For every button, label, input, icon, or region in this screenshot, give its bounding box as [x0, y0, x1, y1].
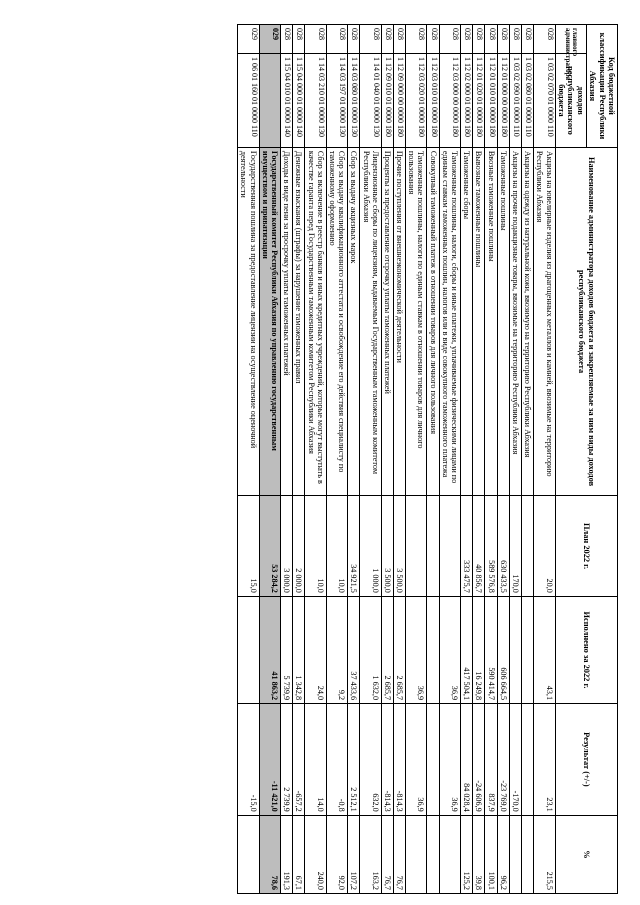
plan-value: 3 000,0 [281, 496, 293, 597]
result-value: -657,2 [293, 704, 305, 816]
executed-value: 5 739,9 [281, 596, 293, 703]
result-value: 837,9 [485, 704, 497, 816]
executed-value: 24,0 [305, 596, 326, 703]
income-code: 1 03 02 090 01 0000 110 [509, 54, 521, 148]
income-code: 1 15 04 000 01 0000 140 [293, 54, 305, 148]
plan-value [427, 496, 439, 597]
income-code: 1 14 03 197 01 0000 130 [326, 54, 347, 148]
income-code: 1 03 02 080 01 0000 110 [522, 54, 534, 148]
income-code: 1 12 03 020 01 0000 180 [406, 54, 427, 148]
table-row [522, 25, 534, 894]
income-name: Таможенные пошлины [497, 147, 509, 495]
executed-value: 37 433,6 [348, 596, 360, 703]
result-value: 36,9 [406, 704, 427, 816]
plan-value: 15,0 [238, 496, 259, 597]
executed-value: 606 664,5 [497, 596, 509, 703]
plan-value: 333 475,7 [461, 496, 473, 597]
plan-value: 3 500,0 [381, 496, 393, 597]
income-name: Денежные взыскания (штрафы) за нарушение таможенных правил [293, 147, 305, 495]
result-value: 632,0 [360, 704, 381, 816]
admin-code: 028 [497, 25, 509, 54]
table-row [485, 25, 497, 894]
table-row [406, 25, 427, 894]
percent-value [439, 815, 460, 893]
percent-value: 107,2 [348, 815, 360, 893]
percent-value: 78,6 [259, 815, 280, 893]
percent-value [522, 815, 534, 893]
percent-value [509, 815, 521, 893]
executed-value: 41 863,2 [259, 596, 280, 703]
result-value: 84 028,4 [461, 704, 473, 816]
result-value: 2 739,9 [281, 704, 293, 816]
header-name: Наименование администратора доходов бюджета и закрепляемые за ним виды доходов республиканского бюджета [555, 147, 617, 495]
admin-code: 028 [509, 25, 521, 54]
plan-value: 170,0 [509, 496, 521, 597]
result-value: -11 421,0 [259, 704, 280, 816]
admin-code: 028 [393, 25, 405, 54]
header-result: Результат (+/-) [555, 704, 617, 816]
executed-value: 1 632,0 [360, 596, 381, 703]
percent-value: 100,1 [485, 815, 497, 893]
admin-code: 028 [326, 25, 347, 54]
admin-code: 028 [281, 25, 293, 54]
result-value: 14,0 [305, 704, 326, 816]
executed-value: 590 414,7 [485, 596, 497, 703]
admin-code: 028 [305, 25, 326, 54]
plan-value: 34 921,5 [348, 496, 360, 597]
income-name: Государственный комитет Республики Абхазия по управлению государственным имуществом и приватизации [259, 147, 280, 495]
income-name: Совокупный таможенный платеж в отношении товаров для личного пользования [427, 147, 439, 495]
executed-value [427, 596, 439, 703]
executed-value [238, 596, 259, 703]
percent-value: 76,7 [381, 815, 393, 893]
header-percent: % [555, 815, 617, 893]
admin-code: 028 [522, 25, 534, 54]
income-name: Акцизы на ювелирные изделия из драгоценных металлов и камней, ввозимые на территорию Республики Абхазия [534, 147, 555, 495]
income-name: Сбор за выдачу акцизных марок [348, 147, 360, 495]
plan-value: 630 433,5 [497, 496, 509, 597]
percent-value: 92,0 [326, 815, 347, 893]
plan-value [406, 496, 427, 597]
admin-code: 028 [439, 25, 460, 54]
percent-value [427, 815, 439, 893]
executed-value: 43,1 [534, 596, 555, 703]
income-code: 1 12 09 010 01 0000 180 [381, 54, 393, 148]
percent-value: 125,2 [461, 815, 473, 893]
income-name: Таможенные пошлины, налоги по единым ставкам в отношении товаров для личного пользования [406, 147, 427, 495]
result-value: 2 512,1 [348, 704, 360, 816]
admin-code: 028 [473, 25, 485, 54]
income-name: Вывозные таможенные пошлины [473, 147, 485, 495]
income-code: 1 15 04 010 01 0000 140 [281, 54, 293, 148]
admin-code: 028 [427, 25, 439, 54]
percent-value: 39,8 [473, 815, 485, 893]
admin-code: 029 [238, 25, 259, 54]
admin-code: 028 [461, 25, 473, 54]
executed-value: 36,9 [406, 596, 427, 703]
income-name: Таможенные сборы [461, 147, 473, 495]
header-income: доходов республиканского бюджета [555, 54, 586, 148]
table-row [427, 25, 439, 894]
executed-value: 417 504,1 [461, 596, 473, 703]
income-name: Лицензионные сборы по лицензиям, выдаваемым Государственным таможенным комитетом Республики Абхазия [360, 147, 381, 495]
table-body [238, 25, 555, 894]
header-plan: План 2022 г. [555, 496, 617, 597]
table-row [381, 25, 393, 894]
executed-value: 2 685,7 [381, 596, 393, 703]
income-name: Сбор за включение в реестр банков и иных кредитных учреждений, которые могут выступать в качестве гаранта перед Государственным таможенным комитетом Республики Абхазия [305, 147, 326, 495]
result-value: 36,9 [439, 704, 460, 816]
result-value: -0,8 [326, 704, 347, 816]
table-row [360, 25, 381, 894]
plan-value: 53 284,2 [259, 496, 280, 597]
plan-value [522, 496, 534, 597]
percent-value [406, 815, 427, 893]
executed-value: 2 685,7 [393, 596, 405, 703]
result-value: -814,3 [381, 704, 393, 816]
table-row [348, 25, 360, 894]
header-admin: главного администратора [555, 25, 586, 54]
table-row [497, 25, 509, 894]
percent-value: 96,2 [497, 815, 509, 893]
income-code: 1 14 01 040 01 0000 130 [360, 54, 381, 148]
table-row [281, 25, 293, 894]
income-name: Таможенные пошлины, налоги, сборы и иные платежи, уплачиваемые физическими лицами по единым ставкам таможенных пошлин, налогов или в виде совокупного таможенного платежа [439, 147, 460, 495]
plan-value [439, 496, 460, 597]
table-row [259, 25, 280, 894]
result-value [522, 704, 534, 816]
income-code: 1 12 01 000 00 0000 180 [497, 54, 509, 148]
result-value: 23,1 [534, 704, 555, 816]
table-row [305, 25, 326, 894]
plan-value: 3 500,0 [393, 496, 405, 597]
executed-value [522, 596, 534, 703]
plan-value: 2 000,0 [293, 496, 305, 597]
percent-value: 163,2 [360, 815, 381, 893]
income-name: Ввозные таможенные пошлины [485, 147, 497, 495]
admin-code: 028 [406, 25, 427, 54]
income-code: 1 14 03 210 01 0000 130 [305, 54, 326, 148]
percent-value: 76,7 [393, 815, 405, 893]
admin-code: 028 [360, 25, 381, 54]
percent-value: 191,3 [281, 815, 293, 893]
plan-value: 20,0 [534, 496, 555, 597]
percent-value: 67,1 [293, 815, 305, 893]
result-value: -814,3 [393, 704, 405, 816]
result-value [427, 704, 439, 816]
percent-value: 215,5 [534, 815, 555, 893]
table-row [326, 25, 347, 894]
result-value: -23 769,0 [497, 704, 509, 816]
income-name: Государственная пошлина за предоставление лицензии на осуществление оценочной деятельности [238, 147, 259, 495]
admin-code: 028 [381, 25, 393, 54]
income-code: 1 12 01 010 01 0000 180 [485, 54, 497, 148]
income-code: 1 12 03 010 01 0000 180 [427, 54, 439, 148]
income-code: 1 03 02 070 01 0000 110 [534, 54, 555, 148]
result-value: -170,0 [509, 704, 521, 816]
table-row [509, 25, 521, 894]
income-name: Сбор за выдачу квалификационного аттестата и освобождение его действия специалисту по таможенному оформлению [326, 147, 347, 495]
income-code: 1 12 03 000 00 0000 180 [439, 54, 460, 148]
table-row [439, 25, 460, 894]
header-executed: Исполнено за 2022 г. [555, 596, 617, 703]
executed-value: 36,9 [439, 596, 460, 703]
table-row [534, 25, 555, 894]
income-name: Проценты за предоставление отсрочку уплаты таможенных платежей [381, 147, 393, 495]
income-name: Прочие поступления от внешнеэкономической деятельности [393, 147, 405, 495]
table-row [238, 25, 259, 894]
executed-value: 1 342,8 [293, 596, 305, 703]
admin-code: 028 [534, 25, 555, 54]
income-code: 1 12 01 020 01 0000 180 [473, 54, 485, 148]
budget-income-table [237, 24, 618, 894]
percent-value: 240,0 [305, 815, 326, 893]
income-code [259, 54, 280, 148]
table-row [461, 25, 473, 894]
admin-code: 028 [293, 25, 305, 54]
income-code: 1 14 03 080 01 0000 130 [348, 54, 360, 148]
table-row [293, 25, 305, 894]
plan-value: 589 576,8 [485, 496, 497, 597]
plan-value: 40 856,7 [473, 496, 485, 597]
income-code: 1 06 01 160 01 0000 110 [238, 54, 259, 148]
plan-value: 10,0 [305, 496, 326, 597]
table-row [393, 25, 405, 894]
income-code: 1 12 09 000 00 0000 180 [393, 54, 405, 148]
header-budget-classification: Код бюджетной классификации Республики Абхазия [586, 25, 617, 148]
income-name: Акцизы на одежду из натуральной кожи, ввозимую на территорию Республики Абхазия [522, 147, 534, 495]
admin-code: 028 [485, 25, 497, 54]
executed-value: 9,2 [326, 596, 347, 703]
table-row [473, 25, 485, 894]
plan-value: 1 000,0 [360, 496, 381, 597]
admin-code: 028 [348, 25, 360, 54]
plan-value: 10,0 [326, 496, 347, 597]
percent-value [238, 815, 259, 893]
executed-value: 16 249,8 [473, 596, 485, 703]
executed-value [509, 596, 521, 703]
result-value: -24 606,9 [473, 704, 485, 816]
income-code: 1 12 02 000 01 0000 180 [461, 54, 473, 148]
result-value: -15,0 [238, 704, 259, 816]
income-name: Доходы в виде пени за просрочку уплаты таможенных платежей [281, 147, 293, 495]
admin-code: 029 [259, 25, 280, 54]
income-name: Акцизы на прочие подакцизные товары, ввозимые на территорию Республики Абхазия [509, 147, 521, 495]
